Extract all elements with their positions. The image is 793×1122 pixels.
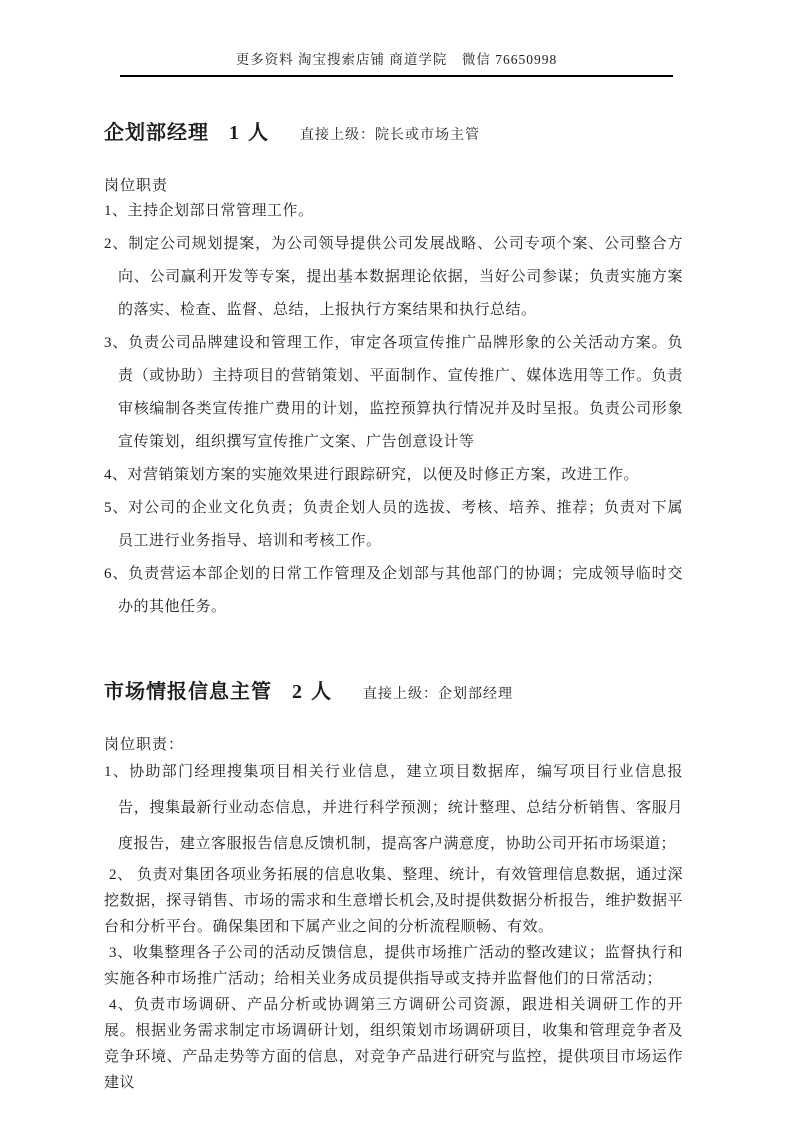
page-header-rule: [120, 75, 673, 77]
supervisor-label: 直接上级：: [363, 687, 438, 702]
duty-item: 5、对公司的企业文化负责；负责企划人员的选拔、考核、培养、推荐；负责对下属员工进行业务指导、培训和考核工作。: [104, 500, 683, 549]
duty-item: 6、负责营运本部企划的日常工作管理及企划部与其他部门的协调；完成领导临时交办的其他任务。: [104, 566, 683, 615]
document-body: [0, 119, 793, 1096]
page-header-text: 更多资料 淘宝搜索店铺 商道学院 微信 76650998: [235, 52, 558, 67]
duties-label: 岗位职责: [104, 178, 169, 194]
supervisor-value: 企划部经理: [438, 687, 513, 702]
supervisor-value: 院长或市场主管: [375, 128, 480, 143]
duty-item: 4、对营销策划方案的实施效果进行跟踪研究，以便及时修正方案，改进工作。: [104, 467, 640, 483]
duty-item: 3、负责公司品牌建设和管理工作，审定各项宣传推广品牌形象的公关活动方案。负责（或协助）主持项目的营销策划、平面制作、宣传推广、媒体选用等工作。负责审核编制各类宣传推广费用的计划，监控预算执行情况并及时呈报。负责公司形象宣传策划，组织撰写宣传推广文案、广告创意设计等: [104, 335, 683, 450]
supervisor-line: [300, 128, 480, 143]
duties-label: 岗位职责：: [104, 737, 185, 753]
job-title: 市场情报信息主管: [104, 681, 272, 703]
supervisor-label: 直接上级：: [300, 128, 375, 143]
duty-item: 1、协助部门经理搜集项目相关行业信息，建立项目数据库，编写项目行业信息报告，搜集最新行业动态信息，并进行科学预测；统计整理、总结分析销售、客服月度报告，建立客服报告信息反馈机制，提高客户满意度，协助公司开拓市场渠道；: [104, 764, 683, 852]
section-heading-market-intel-supervisor: [104, 678, 683, 709]
headcount: 2 人: [292, 681, 333, 703]
job-title: 企划部经理: [104, 122, 209, 144]
duty-item: 3、收集整理各子公司的活动反馈信息，提供市场推广活动的整改建议；监督执行和实施各种市场推广活动；给相关业务成员提供指导或支持并监督他们的日常活动；: [104, 945, 683, 987]
page-header: [0, 0, 793, 77]
supervisor-line: [363, 687, 513, 702]
duty-item: 4、负责市场调研、产品分析或协调第三方调研公司资源，跟进相关调研工作的开展。根据业务需求制定市场调研计划，组织策划市场调研项目，收集和管理竞争者及竞争环境、产品走势等方面的信息，对竞争产品进行研究与监控，提供项目市场运作建议: [104, 997, 683, 1091]
duty-item: 2、 负责对集团各项业务拓展的信息收集、整理、统计，有效管理信息数据，通过深挖数据，探寻销售、市场的需求和生意增长机会,及时提供数据分析报告，维护数据平台和分析平台。确保集团和下属产业之间的分析流程顺畅、有效。: [104, 867, 683, 935]
duty-item: 1、主持企划部日常管理工作。: [104, 203, 314, 219]
duty-item: 2、制定公司规划提案，为公司领导提供公司发展战略、公司专项个案、公司整合方向、公司赢利开发等专案，提出基本数据理论依据，当好公司参谋；负责实施方案的落实、检查、监督、总结，上报执行方案结果和执行总结。: [104, 236, 683, 318]
headcount: 1 人: [229, 122, 270, 144]
section-heading-planning-manager: [104, 119, 683, 150]
